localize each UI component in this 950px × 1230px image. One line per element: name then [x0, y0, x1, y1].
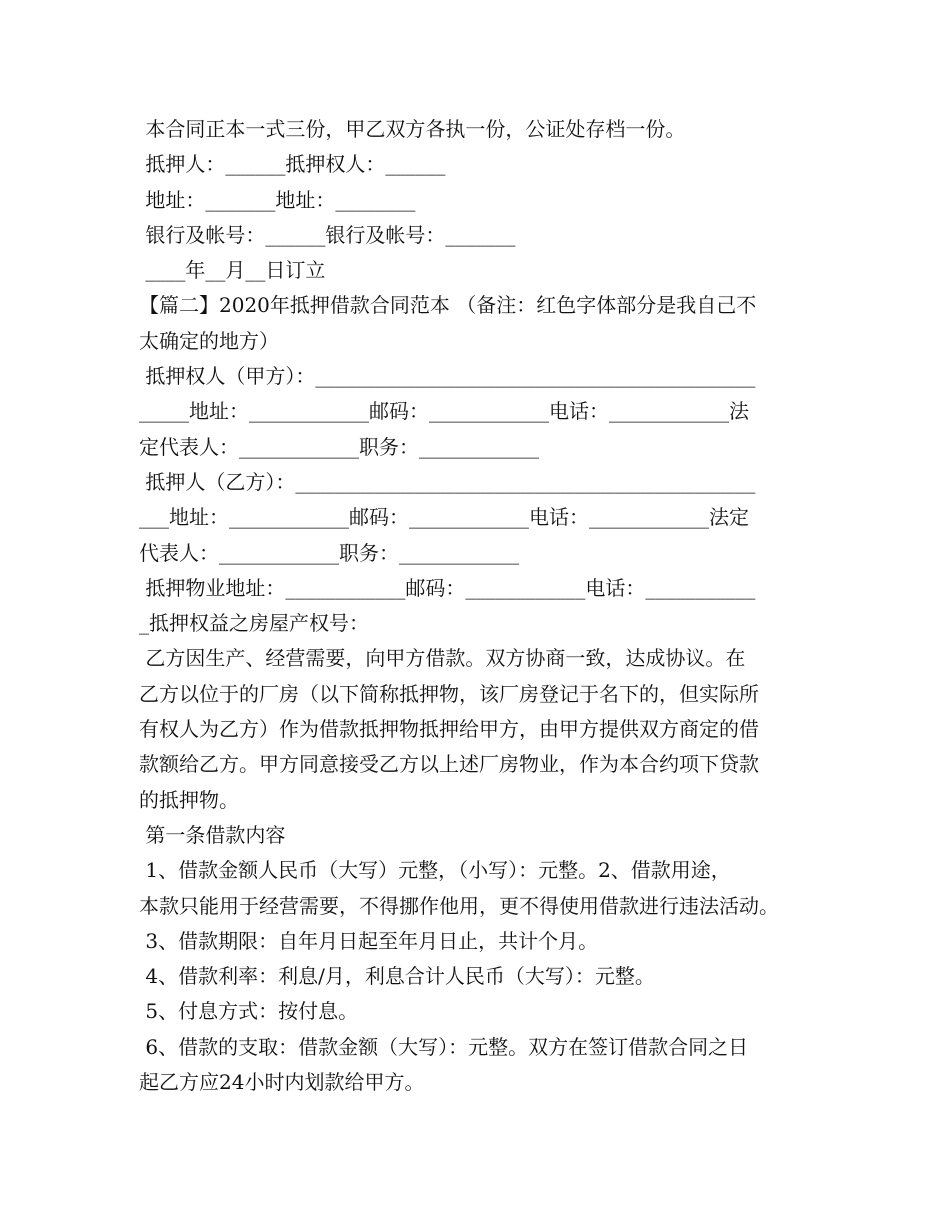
text-line: 款额给乙方。甲方同意接受乙方以上述厂房物业，作为本合约项下贷款: [139, 752, 759, 777]
section-heading: 【篇二】2020年抵押借款合同范本 （备注：红色字体部分是我自己不: [139, 293, 757, 318]
text-line: 银行及帐号：______银行及帐号：_______: [139, 222, 516, 247]
text-line: 1、借款金额人民币（大写）元整，（小写）：元整。2、借款用途，: [139, 858, 731, 883]
text-line: 3、借款期限：自年月日起至年月日止，共计个月。: [139, 928, 599, 953]
text-line: 抵押人：______抵押权人：______: [139, 152, 446, 177]
text-line: 抵押权人（甲方）：____________________________________________: [139, 364, 756, 389]
text-line: _抵押权益之房屋产权号：: [139, 611, 369, 636]
clause-heading: 第一条借款内容: [139, 822, 286, 847]
text-line: 抵押人（乙方）：______________________________________________: [139, 469, 756, 494]
text-line: ___地址：____________邮码：____________电话：____________法定: [139, 505, 749, 530]
text-line: 太确定的地方）: [139, 328, 279, 353]
text-line: _____地址：____________邮码：____________电话：____________法: [139, 399, 749, 424]
text-line: 定代表人：____________职务：____________: [139, 434, 539, 459]
text-line: 乙方以位于的厂房（以下简称抵押物，该厂房登记于名下的，但实际所: [139, 681, 759, 706]
text-line: 抵押物业地址：____________邮码：____________电话：___________: [139, 575, 756, 600]
text-line: 代表人：____________职务：____________: [139, 540, 519, 565]
document-body: [139, 112, 814, 1100]
text-line: 的抵押物。: [139, 787, 239, 812]
text-line: 起乙方应24小时内划款给甲方。: [139, 1070, 425, 1095]
text-line: 乙方因生产、经营需要，向甲方借款。双方协商一致，达成协议。在: [139, 646, 746, 671]
text-line: 本合同正本一式三份，甲乙双方各执一份，公证处存档一份。: [139, 117, 686, 141]
text-line: 6、借款的支取：借款金额（大写）：元整。双方在签订借款合同之日: [139, 1034, 749, 1059]
text-line: ____年__月__日订立: [139, 258, 326, 283]
text-line: 本款只能用于经营需要，不得挪作他用，更不得使用借款进行违法活动。: [139, 893, 779, 918]
text-line: 4、借款利率：利息/月，利息合计人民币（大写）：元整。: [139, 964, 655, 989]
text-line: 有权人为乙方）作为借款抵押物抵押给甲方，由甲方提供双方商定的借: [139, 717, 759, 742]
text-line: 地址：_______地址：________: [139, 187, 416, 212]
text-line: 5、付息方式：按付息。: [139, 999, 359, 1024]
